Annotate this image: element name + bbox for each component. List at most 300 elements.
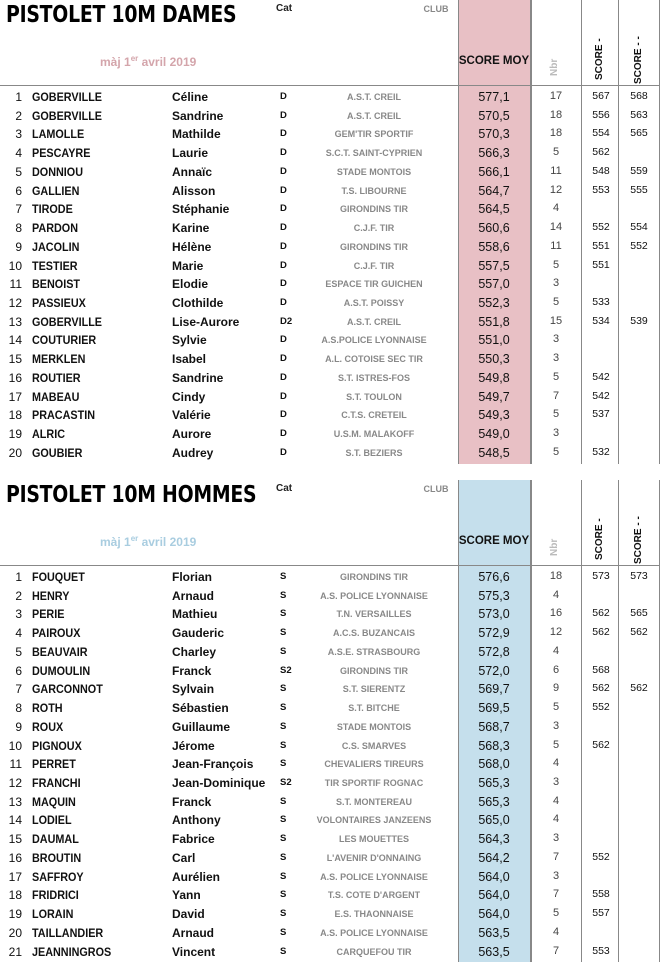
cell-cat: S [280,608,287,620]
cell-club: GIRONDINS TIR [339,241,408,252]
cell-s2: 565 [630,607,648,620]
update-date-sup: er [130,54,139,63]
cell-score: 557,5 [478,258,510,273]
cell-nbr: 4 [552,588,560,601]
table-row [0,369,660,388]
cell-nom: GOBERVILLE [32,90,103,104]
table-row [0,388,660,407]
cell-nbr: 3 [552,869,560,882]
cell-cat: S [280,627,287,639]
header-score-2: SCORE - - [633,516,644,564]
table-row [0,849,660,868]
cell-prenom: Gauderic [172,626,225,641]
cell-nom: TESTIER [32,258,78,273]
cell-nom: PRACASTIN [32,408,96,423]
cell-prenom: Cindy [172,389,206,404]
cell-cat: D [280,240,287,252]
cell-nbr: 5 [552,370,560,383]
table-row [0,144,660,163]
table-row [0,643,660,662]
cell-rank: 13 [8,794,22,809]
cell-nom: FRIDRICI [32,888,79,903]
cell-club: S.T. ISTRES-FOS [337,372,410,383]
cell-s1: 551 [592,239,610,252]
cell-nom: TAILLANDIER [32,925,104,940]
cell-rank: 18 [8,408,22,423]
header-score-2: SCORE - - [633,36,644,84]
table-row [0,886,660,905]
cell-prenom: Sandrine [172,108,224,123]
cell-nom: ROUX [32,719,64,734]
cell-prenom: Valérie [172,408,211,423]
cell-nom: BEAUVAIR [32,644,88,659]
cell-prenom: Carl [172,850,196,865]
table-row [0,924,660,943]
table-row [0,200,660,219]
cell-s1: 551 [592,258,610,271]
cell-s1: 552 [592,221,610,234]
cell-club: GIRONDINS TIR [339,572,408,582]
cell-cat: D [280,371,287,383]
cell-cat: D [280,203,287,215]
table-row [0,811,660,830]
cell-cat: D [280,259,287,271]
section-dames [0,0,660,466]
cell-cat: S [280,870,287,882]
cell-prenom: Franck [172,663,212,678]
cell-prenom: Aurore [172,427,212,442]
cell-rank: 17 [8,869,22,884]
cell-rank: 3 [15,607,22,622]
cell-score: 564,7 [478,183,510,198]
cell-nbr: 3 [552,277,560,290]
cell-prenom: Stéphanie [172,202,230,217]
cell-nom: DONNIOU [32,164,84,179]
cell-score: 570,3 [478,127,510,142]
cell-rank: 7 [15,202,22,217]
cell-score: 565,0 [478,813,510,828]
cell-club: A.S.T. CREIL [346,92,401,102]
cell-club: S.T. TOULON [346,391,402,402]
cell-club: C.J.F. TIR [353,260,395,271]
update-date [100,54,196,69]
cell-prenom: Alisson [172,183,216,198]
cell-club: GIRONDINS TIR [339,204,408,215]
cell-prenom: Fabrice [172,832,215,847]
cell-prenom: Arnaud [172,925,214,940]
cell-club: S.T. BITCHE [348,703,400,714]
cell-score: 549,0 [478,427,510,442]
cell-cat: D [280,390,287,402]
cell-rank: 4 [15,626,22,641]
cell-rank: 11 [9,757,22,772]
cell-club: A.S. POLICE LYONNAISE [320,927,428,938]
cell-nbr: 5 [552,738,560,751]
cell-s2: 573 [630,570,648,582]
cell-rank: 5 [15,644,22,659]
table-row [0,182,660,201]
cell-cat: S2 [280,664,292,676]
cell-nbr: 3 [552,427,560,440]
cell-cat: S [280,833,287,845]
cell-nom: ROTH [32,701,63,716]
cell-cat: D [280,184,287,196]
cell-nbr: 5 [552,408,560,421]
cell-rank: 20 [8,445,22,460]
cell-cat: D [280,147,287,159]
cell-nom: PAIROUX [32,626,81,641]
cell-score: 568,0 [478,757,510,772]
cell-nbr: 7 [552,850,560,863]
cell-rank: 20 [8,925,22,940]
cell-nbr: 5 [552,701,560,714]
table-row [0,830,660,849]
header-score-1: SCORE - [594,38,605,80]
cell-rank: 18 [8,888,22,903]
cell-prenom: Jean-François [172,757,254,772]
cell-score: 565,3 [478,776,510,791]
cell-prenom: Florian [172,570,213,584]
table-row [0,943,660,962]
cell-nom: GOBERVILLE [32,108,103,123]
table-row [0,680,660,699]
cell-score: 548,5 [478,445,510,460]
cell-cat: S [280,739,287,751]
cell-club: STADE MONTOIS [336,721,412,732]
cell-s2: 554 [630,221,648,234]
cell-nbr: 4 [552,202,560,215]
table-row [0,294,660,313]
update-date-suffix: avril 2019 [138,55,197,69]
cell-nbr: 12 [549,626,563,639]
cell-nbr: 11 [550,164,562,177]
cell-prenom: Sébastien [172,701,229,716]
cell-cat: D2 [280,315,293,327]
table-row [0,624,660,643]
cell-nbr: 6 [552,663,560,676]
cell-cat: D [280,446,287,458]
cell-s2: 552 [630,239,648,252]
cell-score: 564,0 [478,907,510,922]
update-date-prefix: màj 1 [100,55,131,69]
cell-nbr: 18 [549,108,563,121]
cell-prenom: Audrey [172,445,214,460]
cell-s1: 568 [592,663,610,676]
cell-cat: D [280,91,287,102]
cell-club: CHEVALIERS TIREURS [324,759,424,770]
cell-prenom: Jérome [172,738,215,753]
table-row [0,331,660,350]
cell-nbr: 7 [552,944,560,957]
table-row [0,219,660,238]
cell-score: 551,8 [478,314,510,329]
cell-nbr: 17 [549,90,563,102]
section-hommes [0,480,660,962]
cell-s1: 554 [592,127,610,140]
cell-nbr: 18 [549,127,563,140]
cell-nbr: 3 [552,352,560,365]
cell-cat: S [280,683,287,695]
cell-score: 572,0 [478,663,510,678]
cell-nom: PASSIEUX [32,296,86,311]
cell-prenom: Yann [172,888,201,903]
cell-nbr: 5 [552,146,560,159]
cell-s1: 556 [592,108,610,121]
cell-nbr: 7 [552,888,560,901]
cell-s1: 537 [592,408,610,421]
cell-rank: 5 [15,164,22,179]
cell-prenom: Mathieu [172,607,218,622]
cell-prenom: Vincent [172,944,216,959]
cell-club: CARQUEFOU TIR [336,946,412,957]
cell-score: 566,1 [478,164,510,179]
cell-club: ESPACE TIR GUICHEN [325,279,423,290]
cell-rank: 16 [8,850,22,865]
cell-rank: 16 [8,370,22,385]
cell-rank: 1 [15,90,22,104]
header-score-moy: SCORE MOY [458,535,530,547]
cell-prenom: Karine [172,221,210,236]
cell-rank: 10 [8,738,22,753]
cell-nbr: 5 [552,258,560,271]
cell-club: A.S.T. CREIL [346,110,401,121]
cell-club: S.C.T. SAINT-CYPRIEN [325,148,423,159]
cell-cat: S [280,645,287,657]
cell-club: A.S.T. POISSY [343,298,405,309]
cell-prenom: Aurélien [172,869,221,884]
header-nbr: Nbr [549,58,560,76]
cell-nom: BENOIST [32,277,81,292]
cell-club: A.L. COTOISE SEC TIR [325,354,423,365]
cell-cat: D [280,428,287,440]
cell-score: 565,3 [478,794,510,809]
table-row [0,406,660,425]
table-row [0,313,660,332]
update-date-prefix: màj 1 [100,535,131,549]
update-date-suffix: avril 2019 [138,535,197,549]
cell-nbr: 14 [549,221,563,234]
cell-club: S.T. MONTEREAU [335,796,412,807]
section-title: PISTOLET 10M DAMES [6,2,237,28]
table-row [0,163,660,182]
cell-score: 570,5 [478,108,510,123]
table-row [0,568,660,587]
table-row [0,755,660,774]
cell-s2: 562 [630,626,648,639]
cell-club: T.N. VERSAILLES [336,609,412,620]
cell-nom: MERKLEN [32,352,86,367]
cell-nbr: 4 [552,925,560,938]
table-row [0,125,660,144]
cell-s2: 565 [630,127,648,140]
header-divider [0,85,660,86]
cell-s1: 573 [592,570,610,582]
cell-prenom: Mathilde [172,127,221,142]
cell-nom: ROUTIER [32,370,81,385]
cell-s1: 548 [592,164,610,177]
cell-nom: MAQUIN [32,794,76,809]
header-score-moy: SCORE MOY [458,55,530,67]
cell-s1: 552 [592,850,610,863]
cell-nom: PERRET [32,757,76,772]
cell-rank: 13 [8,314,22,329]
cell-cat: D [280,353,287,365]
cell-nom: DUMOULIN [32,663,91,678]
cell-nbr: 3 [552,776,560,789]
cell-rank: 9 [15,239,22,254]
cell-score: 549,3 [478,408,510,423]
update-date [100,534,196,549]
cell-cat: S2 [280,777,292,789]
cell-club: A.S.POLICE LYONNAISE [321,335,427,346]
cell-club: T.S. COTE D'ARGENT [327,890,421,901]
cell-club: STADE MONTOIS [336,166,412,177]
cell-s1: 553 [592,944,610,957]
cell-nbr: 5 [552,445,560,458]
cell-prenom: Anthony [172,813,221,828]
cell-nom: JEANNINGROS [32,944,112,959]
cell-nom: PESCAYRE [32,146,91,161]
cell-club: VOLONTAIRES JANZEENS [316,815,432,826]
cell-s1: 557 [592,907,610,920]
cell-score: 569,5 [478,701,510,716]
cell-club: S.T. BEZIERS [345,447,403,458]
cell-cat: D [280,297,287,309]
table-row [0,868,660,887]
cell-nbr: 16 [549,607,563,620]
table-row [0,605,660,624]
cell-score: 549,7 [478,389,510,404]
cell-nbr: 4 [552,644,560,657]
cell-rank: 2 [15,108,22,123]
cell-score: 560,6 [478,221,510,236]
cell-score: 551,0 [478,333,510,348]
header-club: CLUB [423,4,449,14]
cell-cat: S [280,720,287,732]
cell-score: 558,6 [478,239,510,254]
cell-rank: 19 [8,427,22,442]
cell-nom: LAMOLLE [32,127,85,142]
cell-rank: 8 [15,221,22,236]
cell-prenom: Sandrine [172,370,224,385]
header-divider [0,565,660,566]
cell-s2: 559 [630,164,648,177]
cell-club: S.T. SIERENTZ [342,684,406,695]
cell-rank: 14 [8,813,22,828]
table-row [0,257,660,276]
cell-cat: D [280,334,287,346]
cell-cat: S [280,908,287,920]
cell-nbr: 4 [552,813,560,826]
cell-score: 575,3 [478,588,510,603]
table-row [0,718,660,737]
cell-rank: 6 [15,663,22,678]
table-row [0,444,660,463]
cell-nom: BROUTIN [32,850,82,865]
table-row [0,107,660,126]
cell-score: 577,1 [478,90,510,104]
cell-club: C.S. SMARVES [341,740,407,751]
cell-cat: S [280,926,287,938]
table-row [0,699,660,718]
cell-score: 563,5 [478,944,510,959]
cell-score: 568,3 [478,738,510,753]
cell-nbr: 18 [549,570,563,582]
cell-rank: 1 [15,570,22,584]
cell-s2: 563 [630,108,648,121]
cell-s2: 568 [630,90,648,102]
cell-cat: S [280,758,287,770]
cell-score: 552,3 [478,296,510,311]
cell-score: 564,2 [478,850,510,865]
cell-cat: S [280,702,287,714]
cell-s1: 534 [592,314,610,327]
cell-club: A.S. POLICE LYONNAISE [320,590,428,601]
cell-rank: 6 [15,183,22,198]
table-row [0,793,660,812]
cell-cat: D [280,222,287,234]
cell-rank: 21 [8,944,22,959]
cell-s1: 562 [592,607,610,620]
cell-prenom: Hélène [172,239,212,254]
cell-rank: 14 [8,333,22,348]
cell-s1: 532 [592,445,610,458]
cell-nom: JACOLIN [32,239,80,254]
cell-cat: S [280,851,287,863]
cell-cat: S [280,589,287,601]
cell-prenom: Sylvie [172,333,207,348]
cell-prenom: Charley [172,644,217,659]
cell-rank: 3 [15,127,22,142]
cell-prenom: Guillaume [172,719,231,734]
cell-club: A.S.T. CREIL [346,316,401,327]
table-row [0,774,660,793]
cell-s1: 567 [592,90,610,102]
cell-cat: D [280,109,287,121]
table-row [0,88,660,107]
cell-s1: 542 [592,389,610,402]
cell-club: GEM'TIR SPORTIF [334,129,414,140]
cell-nom: HENRY [32,588,70,603]
cell-club: TIR SPORTIF ROGNAC [324,778,424,789]
cell-s2: 562 [630,682,648,695]
cell-nom: PIGNOUX [32,738,82,753]
cell-cat: D [280,409,287,421]
cell-cat: D [280,278,287,290]
cell-nom: PERIE [32,607,65,622]
cell-score: 563,5 [478,925,510,940]
cell-nbr: 3 [552,719,560,732]
cell-prenom: David [172,907,205,922]
cell-s1: 552 [592,701,610,714]
table-row [0,662,660,681]
cell-nom: LORAIN [32,907,74,922]
cell-s1: 553 [592,183,610,196]
cell-club: LES MOUETTES [338,834,409,845]
table-row [0,238,660,257]
cell-nbr: 5 [552,907,560,920]
cell-prenom: Sylvain [172,682,215,697]
cell-score: 566,3 [478,146,510,161]
table-row [0,425,660,444]
cell-nbr: 9 [552,682,560,695]
cell-rank: 4 [15,146,22,161]
cell-nom: SAFFROY [32,869,84,884]
cell-s1: 533 [592,296,610,309]
cell-nbr: 7 [552,389,560,402]
cell-nbr: 15 [549,314,563,327]
cell-prenom: Laurie [172,146,209,161]
